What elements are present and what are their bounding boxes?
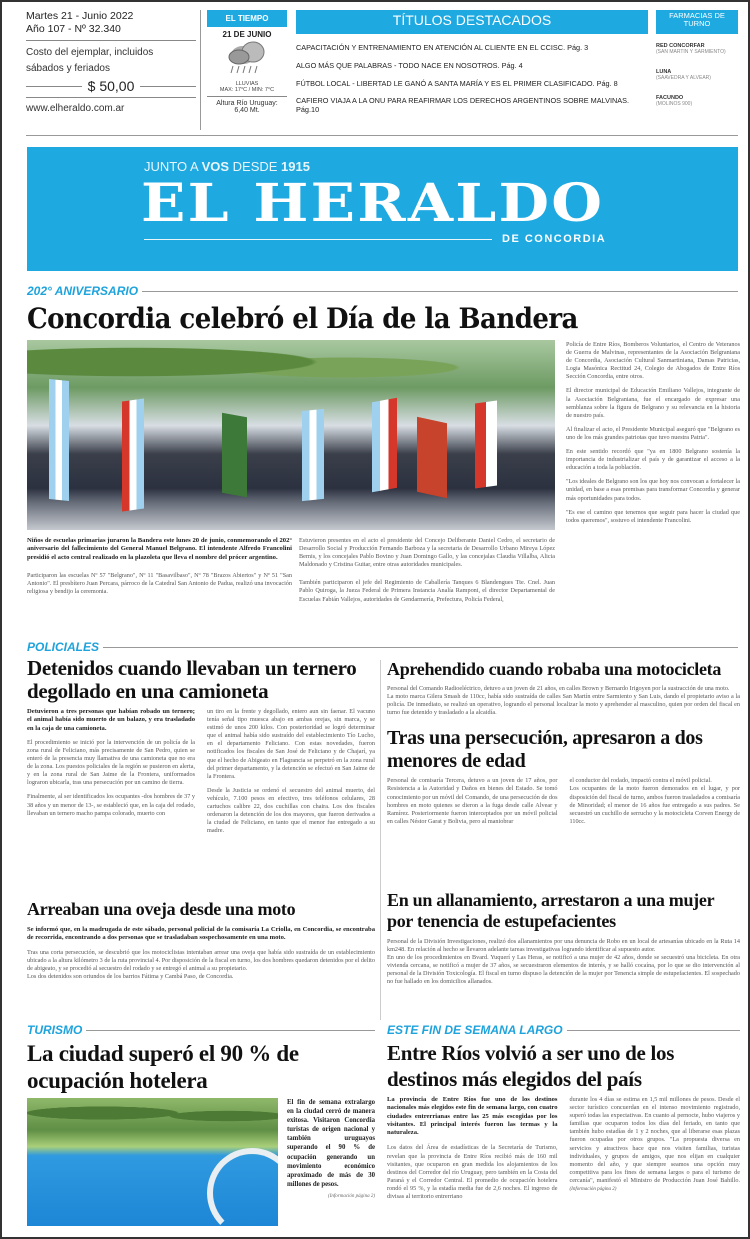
river-value: 6,40 Mt.: [234, 107, 260, 114]
main-paragraph: En este sentido recordó que "ya en 1800 Belgrano sostenía la importancia de industrializar el país y de garantizar el acceso a la educación a toda la población.: [566, 448, 740, 472]
pharmacies-box: [656, 10, 738, 121]
story-paragraph: Los datos del Área de estadísticas de la Secretaría de Turismo, revelan que la provincia de Entre Ríos recibió más de 160 mil visitantes, que ocuparon en gran medida los alojamientos de los destinos del Corredor del río Uruguay, pero también en la Costa del Paraná y el Corredor Central. El promedio de ocupación hotelera rondó el 95 %, y la estadía media fue de 2,6 noches. El ingreso de divisas al territorio entrerriano: [387, 1144, 558, 1201]
main-paragraph: El director municipal de Educación Emiliano Vallejos, integrante de la Asociación Belgraniana, fue el encargado de expresar una semblanza sobre la figura de Belgrano y su relevancia en la historia de nuestro país.: [566, 387, 740, 419]
main-paragraph: "Los ideales de Belgrano son los que hoy nos convocan a fortalecer la unidad, en base a esas premisas para transformar Concordia y generar más oportunidades para todos.: [566, 478, 740, 502]
story-lead: Detuvieron a tres personas que habían robado un ternero; el animal había sido muerto de un balazo, y era trasladado en la caja de una camioneta.: [27, 708, 195, 732]
pharmacies-title: FARMACIAS DE TURNO: [656, 10, 738, 34]
main-column-2: [299, 537, 555, 604]
story-headline[interactable]: En un allanamiento, arrestaron a una mujer por tenencia de estupefacientes: [387, 890, 714, 931]
main-paragraph: También participaron el jefe del Regimiento de Caballería Tanques 6 Blandengues Tte. Cnel. Juan Pablo Quiroga, la Jueza Federal de Primera Instancia Analía Ramponi, el director Departamental de Escuelas Fabián Vallejos, autoridades de Gendarmería, Prefectura, Policía Federal,: [299, 579, 555, 603]
highlight-item[interactable]: CAFIERO VIAJA A LA ONU PARA REAFIRMAR LOS DERECHOS ARGENTINOS SOBRE MALVINAS. Pág.10: [296, 96, 630, 114]
masthead-rule: [144, 239, 492, 240]
flag-argentina: [302, 409, 324, 501]
website-link[interactable]: www.elheraldo.com.ar: [26, 103, 125, 114]
main-column-1: [27, 537, 292, 596]
price-label-2: sábados y feriados: [26, 63, 110, 74]
story-headline[interactable]: Tras una persecución, apresaron a dos menores de edad: [387, 727, 703, 773]
price: $ 50,00: [87, 78, 135, 94]
divider: [200, 10, 201, 130]
section-kicker: POLICIALES: [27, 640, 738, 654]
main-headline[interactable]: Concordia celebró el Día de la Bandera: [27, 302, 578, 335]
trees: [27, 1098, 278, 1128]
main-photo: [27, 340, 555, 530]
story-paragraph: Personal de comisaría Tercera, detuvo a un joven de 17 años, por Resistencia a la Autoridad y Daños en bienes del Estado. Se tomó conocimiento por un móvil del Comando, de una persecución de dos hombres en moto quienes se dieron a la fuga desde calle Alvear y Ramírez. Posteriormente fueron interceptados por un móvil policial en calles Néstor Garat y Bolivia, pero al maniobrar: [387, 777, 558, 825]
story-headline[interactable]: La ciudad superó el 90 % de ocupación hotelera: [27, 1041, 299, 1093]
weather-temps: MAX: 17°C / MIN: 7°C: [207, 87, 287, 97]
pharmacy-address: (MOLINOS 900): [656, 101, 693, 107]
issue-date: Martes 21 - Junio 2022: [26, 10, 134, 22]
page-reference[interactable]: (Información página 2): [328, 1193, 375, 1199]
story-headline[interactable]: Aprehendido cuando robaba una motocicleta: [387, 659, 722, 679]
main-paragraph: "Es ese el camino que tenemos que seguir para hacer la ciudad que todos queremos", sostuvo el intendente Francolini.: [566, 508, 740, 524]
section-kicker: 202° ANIVERSARIO: [27, 284, 738, 298]
rule: [26, 86, 82, 87]
masthead-subtitle: DE CONCORDIA: [502, 233, 607, 245]
issue-info: [26, 10, 196, 114]
highlights-title: TÍTULOS DESTACADOS: [296, 10, 648, 34]
highlights-box: [296, 10, 648, 114]
rule: [140, 86, 196, 87]
pharmacy-name: FACUNDO: [656, 95, 684, 101]
masthead-logo: EL HERALDO: [141, 173, 605, 234]
flag: [417, 417, 447, 498]
highlight-item[interactable]: CAPACITACIÓN Y ENTRENAMIENTO EN ATENCIÓN AL CLIENTE EN EL CCISC. Pág. 3: [296, 43, 589, 52]
main-right-column: [566, 341, 740, 531]
story-aprehendido-y-persecucion: [387, 659, 740, 826]
weather-box: [207, 10, 287, 114]
section-kicker: TURISMO: [27, 1023, 375, 1037]
main-paragraph: Estuvieron presentes en el acto el presidente del Concejo Deliberante Daniel Cedro, el secretario de Desarrollo Social y Producción Fernando Barboza y la secretaria de Desarrollo Urbano Mireya López Bernis, y los concejales Pablo Bovino y Juan Domingo Gallo, y las concejalas Claudia Villalba, Alicia Maldonado y Cristina Guitar, entre otras autoridades municipales.: [299, 537, 555, 569]
divider: [26, 135, 738, 136]
story-headline[interactable]: Entre Ríos volvió a ser uno de los destinos más elegidos del país: [387, 1041, 675, 1091]
story-paragraph: La moto marca Gilera Smash de 110cc, había sido sustraída de calles San Martín entre Sarmiento y San Luis, dando el propietario aviso a la policía. De inmediato, se realizó un operativo, logrando el personal localizar la moto y aprehender al masculino, quien por orden del fiscal en turno fue detenido y trasladado a la alcaidía.: [387, 693, 740, 717]
story-paragraph: Los dos detenidos son oriundos de los barrios Fátima y Cambá Paso, de Concordia.: [27, 972, 234, 980]
pharmacy-address: (SAN MARTIN Y SARMIENTO): [656, 49, 726, 55]
flag: [222, 413, 247, 497]
story-headline[interactable]: Detenidos cuando llevaban un ternero degollado en una camioneta: [27, 656, 357, 703]
story-allanamiento: [387, 890, 740, 987]
story-paragraph: El procedimiento se inició por la intervención de un policía de la zona rural de Feliciano, más precisamente de San Pedro, quien se enteró de la presencia muy llamativa de una camioneta que no era de la zona. Los puestos policiales de la región se pusieron en alerta, y en la zona rural de San Jaime de la Frontera, uniformados lograron ubicarla, tras una persecución por un camino de tierra.: [27, 738, 195, 787]
story-detenidos: [27, 657, 375, 835]
section-kicker: ESTE FIN DE SEMANA LARGO: [387, 1023, 740, 1037]
pharmacy-address: (SAAVEDRA Y ALVEAR): [656, 75, 711, 81]
flag-argentina: [49, 379, 69, 501]
flag-entre-rios: [122, 398, 144, 511]
pharmacy-name: RED CONCORFAR: [656, 43, 705, 49]
main-paragraph: Policía de Entre Ríos, Bomberos Voluntarios, el Centro de Veteranos de Guerra de Malvinas, representantes de la Asociación Belgraniana de Concordia, Asociación Cultural Sanmartiniana, Damas Patricias, Logia Masónica Rectitud 24, Colegio de Abogados de Entre Ríos Sección Concordia, entre otros.: [566, 341, 740, 381]
pool-edge: [207, 1148, 278, 1226]
flag-entre-rios: [372, 398, 397, 492]
flag: [475, 400, 497, 488]
weather-title: EL TIEMPO: [207, 10, 287, 27]
story-paragraph: Desde la Justicia se ordenó el secuestro del animal muerto, del vehículo, 7.100 pesos en efectivo, tres teléfonos celulares, 28 cartuchos calibre 22, dos cuchillas con chaira. Los dos fiscales ordenaron la detención de los dos mayores, que fueron derivados a la ciudad de Feliciano, en tanto que el menor fue entregado a su madre.: [207, 786, 375, 835]
highlight-item[interactable]: ALGO MÁS QUE PALABRAS - TODO NACE EN NOSOTROS. Pág. 4: [296, 61, 523, 70]
river-label: Altura Río Uruguay:: [216, 100, 278, 107]
masthead: [27, 147, 738, 271]
story-lead: Se informó que, en la madrugada de este sábado, personal policial de la comisaría La Criolla, en Concordia, se encontraba de recorrida, encontrando a dos personas que se trasladaban sospechosamente en una moto.: [27, 926, 375, 942]
story-headline[interactable]: Arreaban una oveja desde una moto: [27, 899, 296, 919]
story-paragraph: un tiro en la frente y degollado, entero aun sin faenar. El vacuno tenía señal tipo muesca abajo en ambas orejas, sin marca, y se estimó de unos 200 kilos. Con posterioridad se logró determinar que el animal había sido sustraído del establecimiento Tío Lucho, en el departamento Feliciano. Con estas novedades, fueron notificados los fiscales de San José de Feliciano y de Chajarí, ya que el hecho de Abigeato en Flagrancia se perpetró en la zona rural del primer departamento, y la detención se efectuó en San Jaime de la Frontera.: [207, 708, 375, 780]
story-paragraph: el conductor del rodado, impactó contra el móvil policial.: [569, 777, 712, 785]
highlight-item[interactable]: FÚTBOL LOCAL - LIBERTAD LE GANÓ A SANTA MARÍA Y ES EL PRIMER CLASIFICADO. Pág. 8: [296, 79, 618, 88]
divider: [380, 660, 381, 1020]
trees: [27, 340, 555, 395]
story-paragraph: Personal del Comando Radioeléctrico, detuvo a un joven de 21 años, en calles Brown y Bernardo Irigoyen por la sustracción de una moto.: [387, 685, 730, 692]
story-lead: El fin de semana extralargo en la ciudad cerró de manera exitosa. Visitaron Concordia turistas de origen nacional y también uruguayos superando el 90 % de ocupación generando un movimiento económico aproximado de más de 30 millones de pesos.: [287, 1099, 375, 1188]
story-paragraph: durante los 4 días se estima en 1,5 mil millones de pesos. Desde el sector turístico concuerdan en el intenso movimiento registrado, superó todas las expectativas. En cuanto al pernocte, hubo viajeros y familias que ocuparon todos los días del feriado, en tanto que también hubo estadías de 1 y 2 noches, que al liberarse esas plazas fueron ocupadas por otros grupos. "La propuesta diversa en servicios y atractivos hace que nos visiten familias, turistas individuales, y grupos de amigos, que nos elijan en cualquier momento del año, y que siempre seamos una opción muy competitiva para los fines de semana largos o para el turismo de cercanía", manifestó el Ministro de Producción Juan José Bahillo.: [569, 1096, 740, 1184]
pharmacy-name: LUNA: [656, 69, 672, 75]
story-paragraph: Personal de la División Investigaciones, realizó dos allanamientos por una denuncia de Robo en un local de artesanías ubicado en la Ruta 14 km248. En relación al hecho se llevaron adelante tareas investigativas logrando identificar al supuesto autor.: [387, 938, 740, 954]
issue-number: Año 107 - Nº 32.340: [26, 23, 196, 41]
story-fin-de-semana: [387, 1040, 740, 1201]
weather-date: 21 DE JUNIO: [222, 30, 272, 39]
story-paragraph: Los ocupantes de la moto fueron demorados en el lugar, y por disposición del fiscal de turno, ambos fueron trasladados a comisaría de Minoridad; el menor de 16 años fue entregado a sus padres. Se secuestró un cuchillo de serrucho y la motocicleta Corven Energy de 110cc.: [569, 785, 740, 825]
turismo-text-column: [287, 1098, 375, 1200]
story-lead: La provincia de Entre Ríos fue uno de los destinos nacionales más elegidos este fin de semana largo, con cuatro ciudades entrerrianas entre las 25 más escogidas por los visitantes. El principal interés fueron las termas y la naturaleza.: [387, 1096, 558, 1137]
story-paragraph: Tras una corta persecución, se descubrió que los motociclistas intentaban arrear una oveja que había sido sustraída de un establecimiento ubicado a la altura kilómetro 3 de la ruta provincial 4. Por disposición de la fiscal en turno, los dos hombres quedaron detenidos por el delito de abigeato, y se procedió al secuestro del rodado y se entregó el animal a su propietario.: [27, 948, 375, 972]
masthead-tagline: JUNTO A VOS DESDE 1915: [144, 159, 310, 174]
weather-condition: LLUVIAS: [235, 81, 259, 87]
page-reference[interactable]: (Información página 2): [569, 1187, 617, 1193]
story-paragraph: En uno de los procedimientos en Bvard. Yuquerí y Las Heras, se notificó a una mujer de 42 años, donde se secuestró una bicicleta. En otra vivienda cercana, se notificó a mujer de 37 años, se secuestraron elementos de interés, y se halló cocaína, por lo que se dio intervención al personal de la División Toxicología. El fiscal en turno dispuso la detención de la mujer por Tenencia simple de estupefacientes. El sospechado no fue hallado en los domicilios allanados.: [387, 954, 740, 986]
story-oveja: [27, 898, 375, 981]
rain-cloud-icon: [223, 40, 271, 76]
main-paragraph: Al finalizar el acto, el Presidente Municipal aseguró que "Belgrano es uno de los más grandes patriotas que tuvo nuestra Patria".: [566, 425, 740, 441]
main-lead: Niños de escuelas primarias juraron la Bandera este lunes 20 de junio, conmemorando el 202° aniversario del fallecimiento del General Manuel Belgrano. El intendente Alfredo Francolini presidió el acto central realizado en la plazoleta que lleva el nombre del prócer argentino.: [27, 537, 292, 561]
story-paragraph: Finalmente, al ser identificados los ocupantes -dos hombres de 37 y 38 años y un menor de 13-, se estableció que, en la caja del rodado, llevaban un ternero macho pampa colorado, muerto con: [27, 793, 195, 817]
price-label: Costo del ejemplar, incluidos: [26, 47, 154, 58]
pool-photo: [27, 1098, 278, 1226]
main-paragraph: Participaron las escuelas Nº 57 "Belgrano", Nº 11 "Basavilbaso", Nº 78 "Brazos Abiertos" y Nº 51 "San Antonio". El presbítero Juan Percara, párroco de la Catedral San Antonio de Padua, realizó una invocación religiosa y bendijo la ceremonia.: [27, 571, 292, 596]
